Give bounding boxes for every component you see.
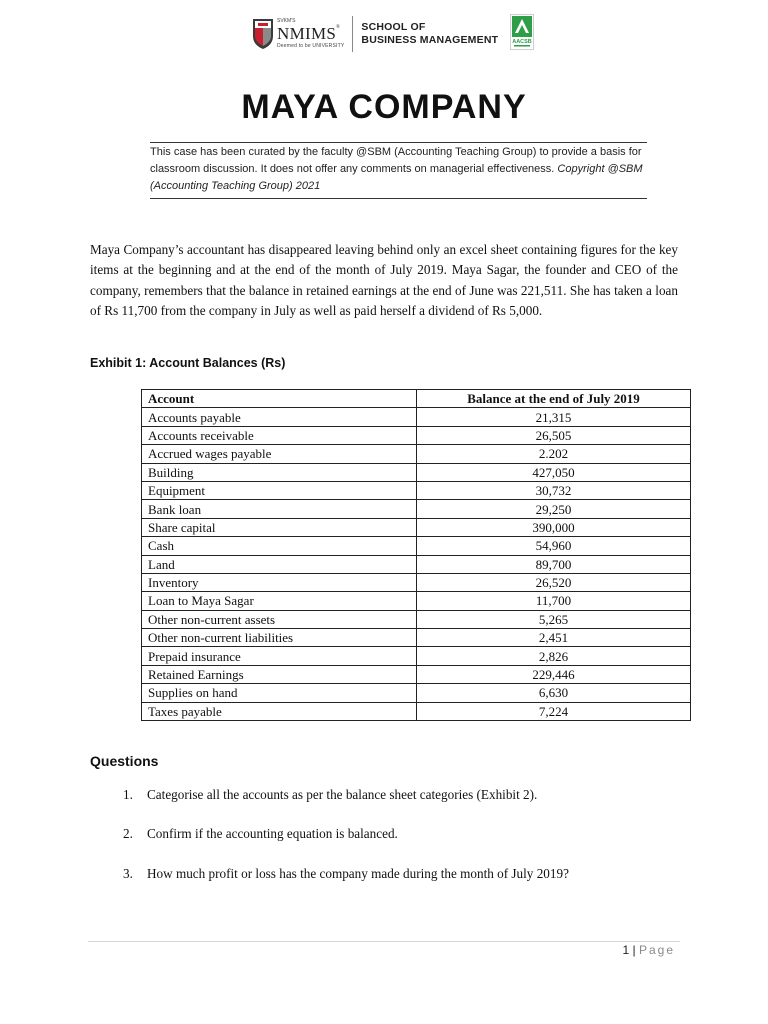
- account-cell: Share capital: [142, 518, 417, 536]
- account-cell: Inventory: [142, 573, 417, 591]
- account-cell: Accounts payable: [142, 408, 417, 426]
- table-row: [142, 500, 691, 518]
- question-number: 1.: [123, 787, 133, 802]
- page-number-value: 1: [622, 943, 630, 957]
- balance-cell: 11,700: [417, 592, 691, 610]
- table-row: [142, 702, 691, 720]
- page-number-separator: |: [629, 943, 639, 957]
- table-header-row: [142, 390, 691, 408]
- account-cell: Prepaid insurance: [142, 647, 417, 665]
- balance-cell: 390,000: [417, 518, 691, 536]
- account-cell: Bank loan: [142, 500, 417, 518]
- header-divider: [352, 16, 353, 52]
- school-name: [361, 21, 498, 47]
- column-header-account: Account: [142, 390, 417, 408]
- account-cell: Accrued wages payable: [142, 445, 417, 463]
- table-row: [142, 647, 691, 665]
- balance-cell: 427,050: [417, 463, 691, 481]
- footer-divider: [88, 941, 680, 942]
- question-text: Categorise all the accounts as per the balance sheet categories (Exhibit 2).: [147, 787, 538, 802]
- aacsb-label: AACSB: [512, 39, 532, 45]
- disclaimer-text: This case has been curated by the faculty @SBM (Accounting Teaching Group) to provide a basis for classroom discussion. It does not offer any comments on managerial effectiveness.: [150, 146, 642, 175]
- nmims-logo: [252, 18, 344, 50]
- table-row: [142, 518, 691, 536]
- table-row: [142, 610, 691, 628]
- nmims-small-top: SVKM'S: [277, 18, 296, 24]
- question-number: 3.: [123, 866, 133, 881]
- table-row: [142, 445, 691, 463]
- account-balances-table: [141, 389, 691, 721]
- table-row: [142, 684, 691, 702]
- question-text: Confirm if the accounting equation is balanced.: [147, 826, 398, 841]
- table-row: [142, 408, 691, 426]
- account-cell: Loan to Maya Sagar: [142, 592, 417, 610]
- page-word: Page: [638, 943, 675, 957]
- table-row: [142, 426, 691, 444]
- table-row: [142, 463, 691, 481]
- account-cell: Equipment: [142, 481, 417, 499]
- balance-cell: 2.202: [417, 445, 691, 463]
- account-cell: Land: [142, 555, 417, 573]
- table-row: [142, 629, 691, 647]
- page-number: [622, 943, 675, 957]
- balance-cell: 26,505: [417, 426, 691, 444]
- account-cell: Taxes payable: [142, 702, 417, 720]
- account-cell: Cash: [142, 537, 417, 555]
- table-row: [142, 537, 691, 555]
- balance-cell: 6,630: [417, 684, 691, 702]
- balance-cell: 26,520: [417, 573, 691, 591]
- page-header: [252, 14, 498, 54]
- school-name-line1: SCHOOL OF: [361, 21, 426, 33]
- balance-cell: 2,826: [417, 647, 691, 665]
- balance-cell: 5,265: [417, 610, 691, 628]
- copyright-notice: Copyright @SBM (Accounting Teaching Group) 2021: [150, 163, 643, 192]
- nmims-wordmark: [277, 25, 344, 42]
- account-cell: Supplies on hand: [142, 684, 417, 702]
- table-row: [142, 481, 691, 499]
- page-title: MAYA COMPANY: [241, 88, 527, 126]
- balance-cell: 54,960: [417, 537, 691, 555]
- balance-cell: 29,250: [417, 500, 691, 518]
- aacsb-logo-icon: [510, 14, 534, 50]
- balance-cell: 7,224: [417, 702, 691, 720]
- balance-cell: 21,315: [417, 408, 691, 426]
- table-row: [142, 665, 691, 683]
- school-name-line2: BUSINESS MANAGEMENT: [361, 34, 499, 46]
- nmims-registered-mark: ®: [336, 25, 341, 30]
- disclaimer-box: [150, 142, 647, 199]
- question-text: How much profit or loss has the company made during the month of July 2019?: [147, 866, 569, 881]
- balance-cell: 2,451: [417, 629, 691, 647]
- account-cell: Other non-current assets: [142, 610, 417, 628]
- account-cell: Building: [142, 463, 417, 481]
- nmims-crest-icon: [252, 18, 274, 50]
- account-cell: Retained Earnings: [142, 665, 417, 683]
- question-number: 2.: [123, 826, 133, 841]
- account-cell: Accounts receivable: [142, 426, 417, 444]
- exhibit-title: Exhibit 1: Account Balances (Rs): [90, 356, 286, 370]
- question-item-3: [123, 866, 569, 882]
- balance-cell: 229,446: [417, 665, 691, 683]
- nmims-small-bottom: Deemed to be UNIVERSITY: [277, 43, 345, 49]
- intro-paragraph: Maya Company’s accountant has disappeared leaving behind only an excel sheet containing figures for the key items at the beginning and at the end of the month of July 2019. Maya Sagar, the founder and CEO of the company, remembers that the balance in retained earnings at the end of June was 221,511. She has taken a loan of Rs 11,700 from the company in July as well as paid herself a dividend of Rs 5,000.: [90, 242, 678, 319]
- nmims-wordmark-text: NMIMS: [277, 24, 337, 43]
- table-row: [142, 555, 691, 573]
- balance-cell: 30,732: [417, 481, 691, 499]
- question-item-2: [123, 826, 398, 842]
- table-row: [142, 592, 691, 610]
- question-item-1: [123, 787, 537, 803]
- column-header-balance: Balance at the end of July 2019: [417, 390, 691, 408]
- table-row: [142, 573, 691, 591]
- account-cell: Other non-current liabilities: [142, 629, 417, 647]
- balance-cell: 89,700: [417, 555, 691, 573]
- questions-title: Questions: [90, 753, 159, 769]
